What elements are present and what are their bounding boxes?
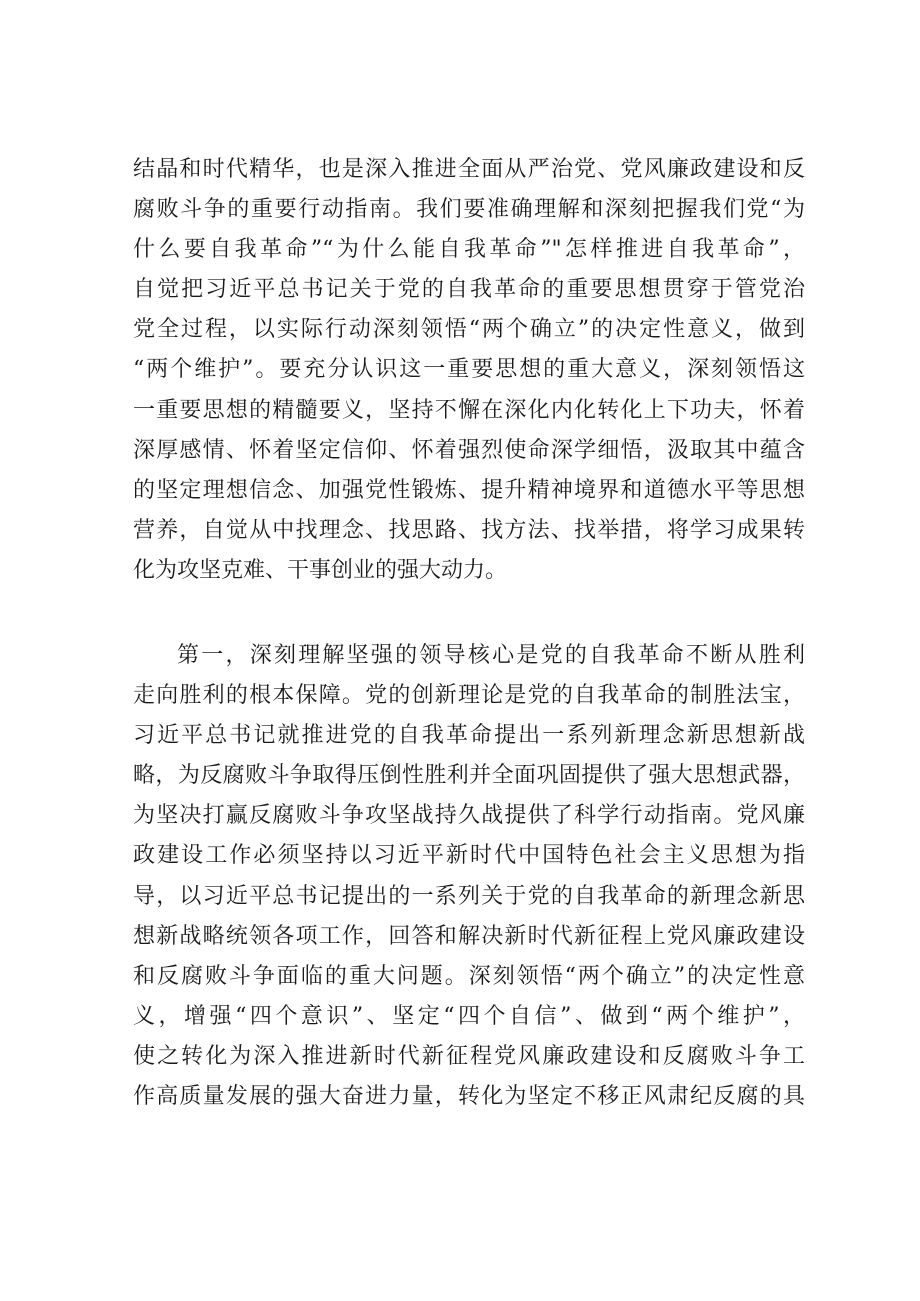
text-line: 为坚决打赢反腐败斗争攻坚战持久战提供了科学行动指南。党风廉 [133,803,805,829]
text-line: 什么要自我革命”“为什么能自我革命”"怎样推进自我革命”， [133,237,805,263]
text-line: 政建设工作必须坚持以习近平新时代中国特色社会主义思想为指 [133,843,805,869]
text-line: 党全过程，以实际行动深刻领悟“两个确立”的决定性意义，做到 [133,317,805,343]
paragraph-2 [133,636,805,1117]
text-line: 一重要思想的精髓要义，坚持不懈在深化内化转化上下功夫，怀着 [133,397,805,423]
text-line: 作高质量发展的强大奋进力量，转化为坚定不移正风肃纪反腐的具 [133,1084,805,1110]
text-line: 的坚定理想信念、加强党性锻炼、提升精神境界和道德水平等思想 [133,477,805,503]
text-line: 习近平总书记就推进党的自我革命提出一系列新理念新思想新战 [133,723,805,749]
text-line: 和反腐败斗争面临的重大问题。深刻领悟“两个确立”的决定性意 [133,963,805,989]
text-line: 导，以习近平总书记提出的一系列关于党的自我革命的新理念新思 [133,883,805,909]
text-line: “两个维护”。要充分认识这一重要思想的重大意义，深刻领悟这 [133,357,805,383]
paragraph-1 [133,150,805,591]
text-line: 化为攻坚克难、干事创业的强大动力。 [133,557,508,583]
text-line: 腐败斗争的重要行动指南。我们要准确理解和深刻把握我们党“为 [133,197,805,223]
text-line-indented: 第一，深刻理解坚强的领导核心是党的自我革命不断从胜利 [177,643,805,668]
text-line: 结晶和时代精华，也是深入推进全面从严治党、党风廉政建设和反 [133,157,805,182]
text-line: 营养，自觉从中找理念、找思路、找方法、找举措，将学习成果转 [133,517,805,543]
text-line: 深厚感情、怀着坚定信仰、怀着强烈使命深学细悟，汲取其中蕴含 [133,437,805,463]
text-line: 义，增强“四个意识”、坚定“四个自信”、做到“两个维护”， [133,1003,805,1029]
text-line: 使之转化为深入推进新时代新征程党风廉政建设和反腐败斗争工 [133,1043,805,1069]
text-line: 走向胜利的根本保障。党的创新理论是党的自我革命的制胜法宝， [133,683,805,709]
text-line: 略，为反腐败斗争取得压倒性胜利并全面巩固提供了强大思想武器， [133,763,805,789]
text-line: 自觉把习近平总书记关于党的自我革命的重要思想贯穿于管党治 [133,277,805,303]
text-line: 想新战略统领各项工作，回答和解决新时代新征程上党风廉政建设 [133,923,805,949]
